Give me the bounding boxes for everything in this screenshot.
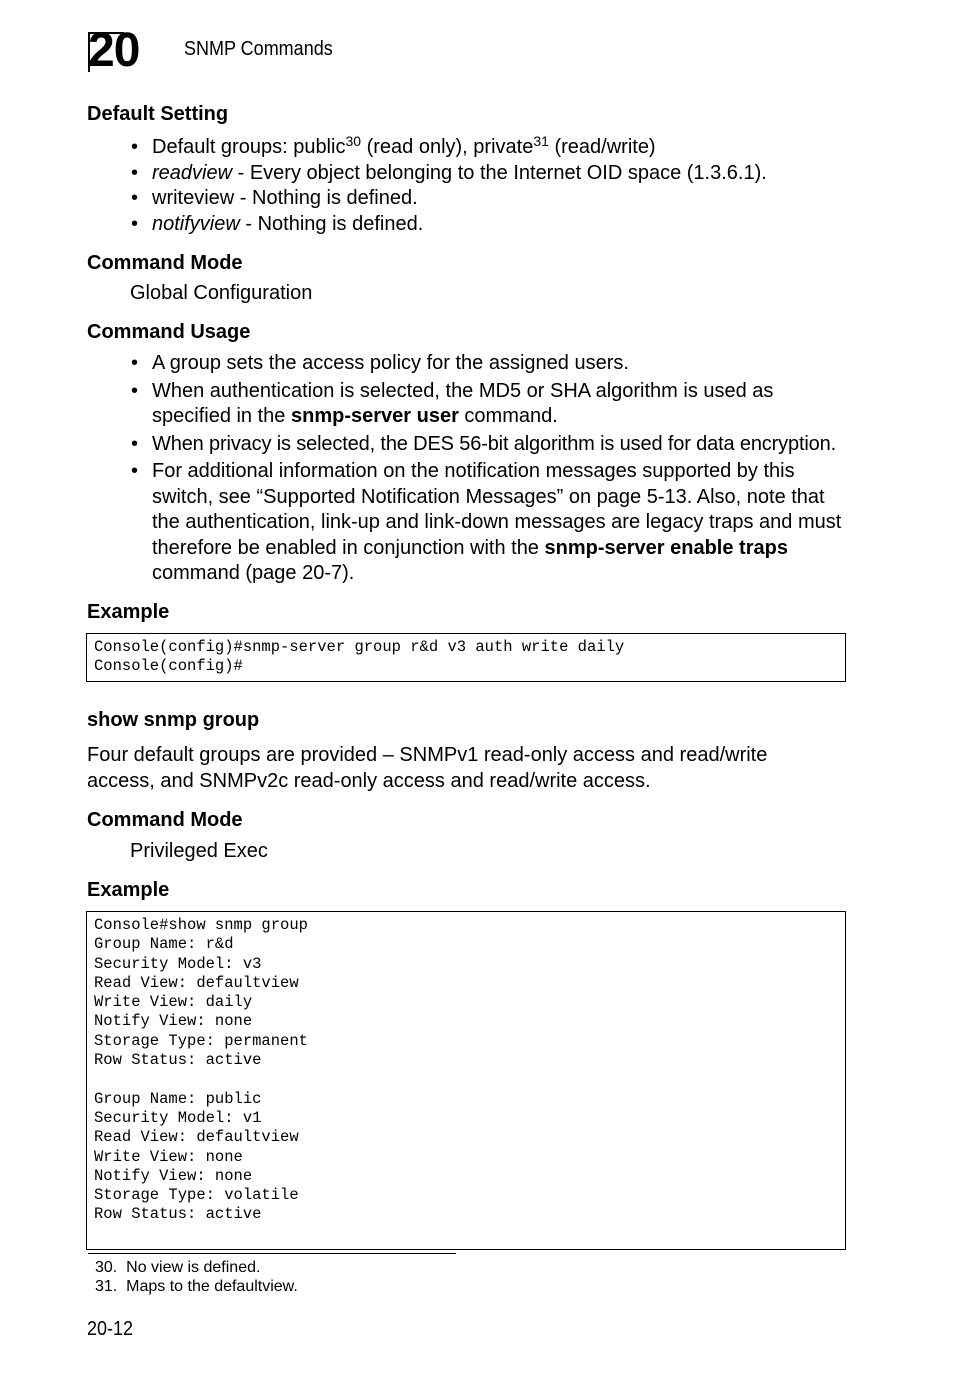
example-heading: Example xyxy=(87,879,170,901)
default-setting-list xyxy=(131,133,767,237)
footnote-ref-31[interactable]: 31 xyxy=(533,133,549,149)
command-usage-heading: Command Usage xyxy=(87,321,251,343)
chapter-number: 20 xyxy=(88,30,166,72)
command-usage-list xyxy=(131,351,852,587)
command-mode-heading: Command Mode xyxy=(87,252,243,274)
example-heading: Example xyxy=(87,601,170,623)
list-item: • Default groups: public$^{30}$ (read only), private$^{31}$ (read/write) xyxy=(131,133,656,158)
list-item: • notifyview - Nothing is defined. xyxy=(131,212,424,235)
list-item: • writeview - Nothing is defined. xyxy=(131,187,418,209)
footnote-ref-30[interactable]: 30 xyxy=(345,133,362,149)
page-number: 20-12 xyxy=(87,1318,134,1340)
chapter-title: SNMP Commands xyxy=(184,38,333,60)
list-item: • readview - Every object belonging to the Internet OID space (1.3.6.1). xyxy=(131,161,767,184)
command-mode-value: Global Configuration xyxy=(130,282,313,304)
footnote-30: 30. No view is defined. xyxy=(95,1259,261,1276)
command-title-show-snmp-group: show snmp group xyxy=(87,709,260,731)
command-mode-value: Privileged Exec xyxy=(130,840,268,862)
list-item: • A group sets the access policy for the assigned users. xyxy=(131,352,629,374)
list-item: • When privacy is selected, the DES 56-bit algorithm is used for data encryption. xyxy=(131,432,837,455)
command-mode-heading: Command Mode xyxy=(87,809,243,831)
code-block-example-1: Console(config)#snmp-server group r&d v3 auth write daily Console(config)# xyxy=(86,633,846,682)
command-description: Four default groups are provided – SNMPv1 read-only access and read/write access, and SNMPv2c read-only access and read/write access. xyxy=(87,744,768,792)
footnote-31: 31. Maps to the defaultview. xyxy=(95,1278,298,1295)
default-setting-heading: Default Setting xyxy=(87,103,229,125)
footnote-divider xyxy=(88,1253,456,1254)
list-item: • When authentication is selected, the MD5 or SHA algorithm is used as specified in the snmp-server user command. xyxy=(131,379,774,427)
list-item: • For additional information on the notification messages supported by this switch, see “Supported Notification Messages” on page 5-13. Also, note that the authentication, link-up and link-down messages are legacy traps and must therefore be enabled in conjunction with the snmp-server enable traps command (page 20-7). xyxy=(131,460,842,584)
code-block-example-2: Console#show snmp group Group Name: r&d Security Model: v3 Read View: defaultview Write View: daily Notify View: none Storage Type: permanent Row Status: active Group Name: public Security Model: v1 Read View: defaultview Write View: none Notify View: none Storage Type: volatile Row Status: active xyxy=(86,911,846,1250)
